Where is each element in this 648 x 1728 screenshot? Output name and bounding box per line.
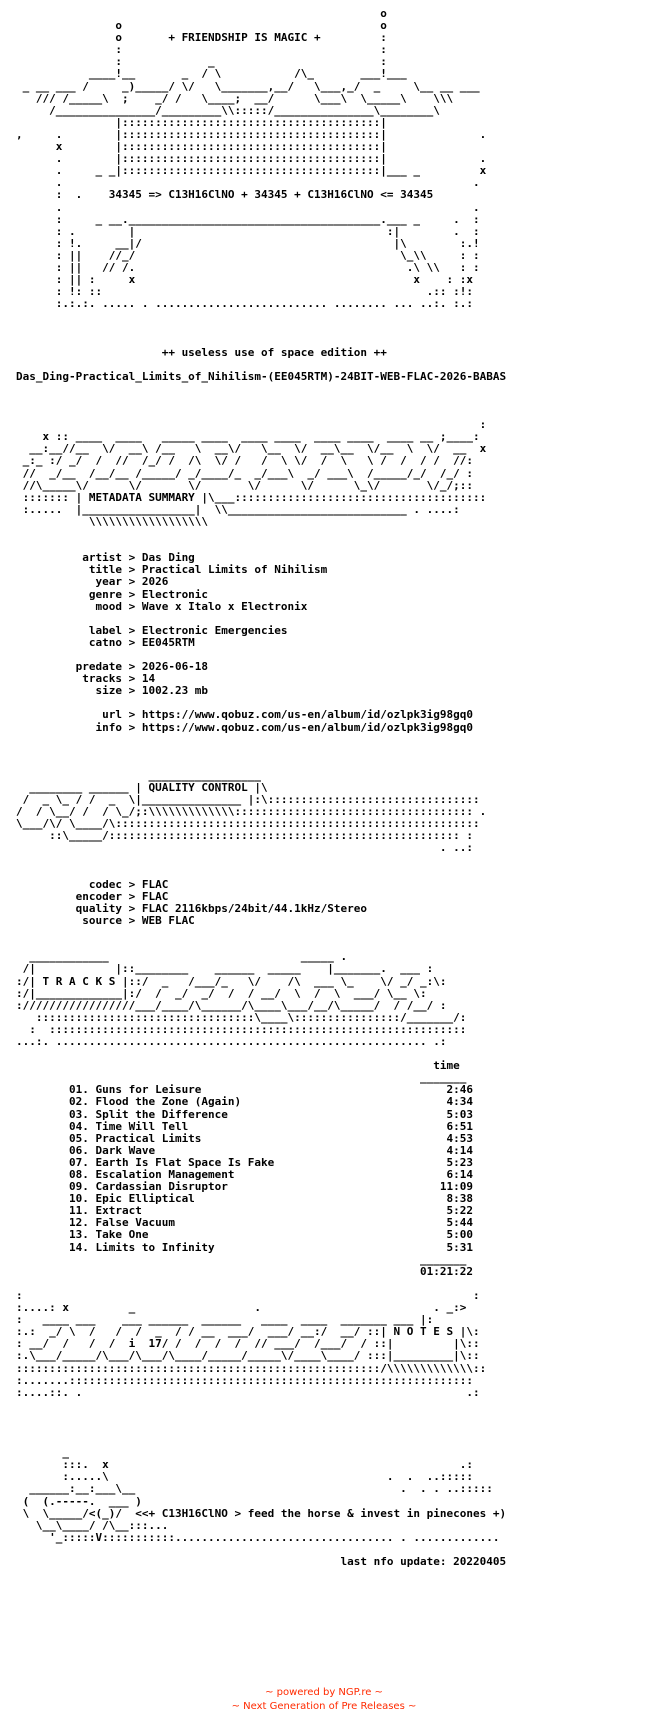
nfo-line: x :: ____ ____ _____ ____ ____ ____ ____ ____ ____ __ ;____: <box>16 430 480 444</box>
nfo-line: info > https://www.qobuz.com/us-en/album/id/ozlpk3ig98gq0 <box>16 720 473 734</box>
powered-by-text: ~ powered by NGP.re ~ <box>265 1687 383 1698</box>
nfo-line: Das_Ding-Practical_Limits_of_Nihilism-(EE045RTM)-24BIT-WEB-FLAC-2026-BABAS <box>16 369 507 383</box>
nfo-line: : : <box>16 1288 480 1302</box>
nfo-line: mood > Wave x Italo x Electronix <box>16 599 308 613</box>
nfo-line: :.: _/ \ / / / _ / / __ ___/ ___/ __:/ __/ ::| N O T E S |\: <box>16 1325 480 1339</box>
nfo-line: _:_ :/ _/ / // /_/ / /\ \/ / / \ \/ / \ \ / / / / //: <box>16 454 473 468</box>
nfo-line: 01. Guns for Leisure 2:46 <box>16 1083 473 1097</box>
nfo-line: 11. Extract 5:22 <box>16 1204 473 1218</box>
nfo-line: 07. Earth Is Flat Space Is Fake 5:23 <box>16 1155 473 1169</box>
nfo-line: catno > EE045RTM <box>16 635 195 649</box>
nfo-line: _______ <box>16 1252 467 1266</box>
nfo-line: . _ _|:::::::::::::::::::::::::::::::::::::::|___ _ x <box>16 164 487 178</box>
nfo-line: _ __ ___ / _)_____/ \/ \_______,__/ \___,_/ _ \__ __ ___ <box>16 79 480 93</box>
nfo-line: o <box>16 7 387 20</box>
nfo-line: , . |:::::::::::::::::::::::::::::::::::::::| . <box>16 127 487 141</box>
nfo-line: o + FRIENDSHIP IS MAGIC + : <box>16 31 387 45</box>
nfo-line: : _ : <box>16 55 387 69</box>
nfo-line: title > Practical Limits of Nihilism <box>16 563 328 577</box>
nfo-line: __:__//__ \/ __\ /__ \ __\/ \__ \/ __\__ \/__ \ \/ __ x <box>16 442 487 456</box>
nfo-line: : !: :: .:: :!: <box>16 285 473 299</box>
nfo-line: /// /_____\ ; _/ / \____; __/ \___\ \_____\ \\\ <box>16 91 454 105</box>
nfo-line: 01:21:22 <box>16 1264 473 1278</box>
nfo-line: ...:. ........................................................ .: <box>16 1034 447 1048</box>
nfo-line: //\_____\/ \/ \/ \/ \/ \_\/ \/_/;:: <box>16 478 473 492</box>
nfo-line: :/|_____________|:/ / _/ _/ / / __/ \ / \ ___/ \__ \: <box>16 986 427 1000</box>
nfo-line: \__\____/ /\__:::... <box>16 1518 175 1532</box>
nfo-line: \\\\\\\\\\\\\\\\\\ <box>16 514 209 528</box>
nfo-line: _ <box>16 1446 69 1460</box>
nfo-line: predate > 2026-06-18 <box>16 660 209 674</box>
nfo-line: / / \__/ / / \_/;:\\\\\\\\\\\\\:::::::::::::::::::::::::::::::::::: . <box>16 805 487 819</box>
nfo-line: 09. Cardassian Disruptor 11:09 <box>16 1180 473 1194</box>
nfo-line: :....::. . .: <box>16 1385 480 1399</box>
nfo-line: ++ useless use of space edition ++ <box>16 345 387 359</box>
nfo-line: :::::::::::::::::::::::::::::::::\____\::::::::::::::::/_______/: <box>16 1010 467 1024</box>
nfo-line: last nfo update: 20220405 <box>16 1555 507 1568</box>
nfo-line: : _ __.______________________________________.___ _ . : <box>16 212 480 226</box>
nfo-line: |:::::::::::::::::::::::::::::::::::::::| <box>16 115 387 129</box>
nfo-line: /_______________/_________\\:::::/_______________\________\ <box>16 103 440 117</box>
nfo-line: . . <box>16 200 480 214</box>
nfo-line: 06. Dark Wave 4:14 <box>16 1143 473 1157</box>
nfo-line: \___/\/ \____/\::::::::::::::::::::::::::::::::::::::::::::::::::::::: <box>16 817 480 831</box>
nfo-line: \ \_____/<(_)/ <<+ C13H16ClNO > feed the horse & invest in pinecones +) <box>16 1506 507 1520</box>
nfo-line: codec > FLAC <box>16 877 169 891</box>
nfo-line: :.......::::::::::::::::::::::::::::::::::::::::::::::::::::::::::::: <box>16 1373 473 1387</box>
nfo-line: artist > Das Ding <box>16 551 195 565</box>
footer <box>0 1686 648 1714</box>
nfo-line: : <box>16 418 487 432</box>
nfo-line: :.:.:. ..... . .......................... ........ ... ..:. :.: <box>16 297 473 311</box>
nfo-line: size > 1002.23 mb <box>16 684 209 698</box>
nfo-line: 02. Flood the Zone (Again) 4:34 <box>16 1095 473 1109</box>
nfo-line: :/| T R A C K S |::/ _ /___/_ \/ /\ ___ \_ \/ _/ _:\: <box>16 974 447 988</box>
nfo-line: ::\_____/::::::::::::::::::::::::::::::::::::::::::::::::::::: : <box>16 829 473 843</box>
nfo-line: source > WEB FLAC <box>16 914 195 928</box>
nfo-line: . . <box>16 176 480 190</box>
nfo-line: :....: x _ . . _:> <box>16 1301 467 1315</box>
nfo-line: : ____ ___ ___ ______ ______ ____ ____ _______ ___ |: <box>16 1313 434 1327</box>
nfo-line: . |:::::::::::::::::::::::::::::::::::::::| . <box>16 152 487 166</box>
nfo-line: encoder > FLAC <box>16 889 169 903</box>
nfo-line: genre > Electronic <box>16 587 209 601</box>
nfo-line: 05. Practical Limits 4:53 <box>16 1131 473 1145</box>
nfo-line: ://///////////////___/____/\______/\____\___/__/\_____/ / /__/ : <box>16 998 447 1012</box>
nfo-line: : || : x x : :x <box>16 273 473 287</box>
nfo-line: : __/ / / / i 17/ / / / / // ___/ /___/ / ::| |\:: <box>16 1337 480 1351</box>
nfo-line: ______:__:___\__ . . . ..::::: <box>16 1482 493 1496</box>
nfo-line: 13. Take One 5:00 <box>16 1228 473 1242</box>
nfo-line: ____!__ _ / \ /\_ ___!___ <box>16 67 407 81</box>
nfo-line: ________ ______ | QUALITY CONTROL |\ <box>16 781 268 794</box>
nfo-line: 12. False Vacuum 5:44 <box>16 1216 473 1230</box>
nfo-line: :.\___/_____/\___/\___/\____/_____/_____\/____\____/ :::|_________|\:: <box>16 1349 480 1363</box>
nfo-line: _________________ <box>16 768 262 782</box>
nfo-line: ::::::: | METADATA SUMMARY |\___:::::::::::::::::::::::::::::::::::::: <box>16 490 487 504</box>
nfo-line: // _/__ /__/__ /_____/ _/____/_ _/___\ _/ ___\ /_____/_/ /_/ : <box>16 466 473 480</box>
nfo-line: 03. Split the Difference 5:03 <box>16 1107 473 1121</box>
nfo-line: :..... |_________________| \\___________________________ . ....: <box>16 502 460 516</box>
nfo-line: : ::::::::::::::::::::::::::::::::::::::::::::::::::::::::::::::: <box>16 1022 467 1036</box>
nfo-line: tracks > 14 <box>16 672 156 686</box>
nfo-line: :.....\ . . ..::::: <box>16 1470 473 1484</box>
nfo-line: :::. x .: <box>16 1458 473 1472</box>
nfo-line: 04. Time Will Tell 6:51 <box>16 1119 473 1133</box>
nfo-line: : || // /. .\ \\ : : <box>16 260 480 274</box>
nfo-line: label > Electronic Emergencies <box>16 623 288 637</box>
nfo-line: ( (.-----. ___ ) <box>16 1494 473 1508</box>
nfo-line: _______ <box>16 1071 467 1085</box>
nfo-line: quality > FLAC 2116kbps/24bit/44.1kHz/Stereo <box>16 901 367 915</box>
nfo-line: 10. Epic Elliptical 8:38 <box>16 1192 473 1206</box>
nfo-line: 14. Limits to Infinity 5:31 <box>16 1240 473 1254</box>
nfo-line: 08. Escalation Management 6:14 <box>16 1168 473 1181</box>
nfo-line: /| |::________ ______ _____ |_______. ___ : <box>16 962 434 976</box>
nfo-line: o o <box>16 19 387 33</box>
nfo-line: : || //_/ \_\\ : : <box>16 248 480 262</box>
nfo-line: : !. __|/ |\ :.! <box>16 236 480 250</box>
tagline-text: ~ Next Generation of Pre Releases ~ <box>231 1701 417 1712</box>
nfo-line: year > 2026 <box>16 575 169 589</box>
nfo-line: x |:::::::::::::::::::::::::::::::::::::::| <box>16 140 480 154</box>
nfo-line: :::::::::::::::::::::::::::::::::::::::::::::::::::::::/\\\\\\\\\\\\\:: <box>16 1361 487 1375</box>
nfo-line: ____________ _____ . <box>16 950 348 964</box>
nfo-line: : . | :| . : <box>16 224 480 238</box>
nfo-line: time <box>16 1059 460 1073</box>
nfo-line: : . 34345 => C13H16ClNO + 34345 + C13H16ClNO <= 34345 <box>16 188 480 202</box>
nfo-line: / _ \_ / / _ \|_______________ |:\:::::::::::::::::::::::::::::::: <box>16 793 480 807</box>
nfo-line: : : <box>16 43 387 57</box>
nfo-line: '_:::::V:::::::::::................................. . ............. <box>16 1530 500 1544</box>
nfo-line: . ..: <box>16 841 473 855</box>
nfo-text <box>16 8 506 1568</box>
nfo-line: url > https://www.qobuz.com/us-en/album/id/ozlpk3ig98gq0 <box>16 708 473 722</box>
